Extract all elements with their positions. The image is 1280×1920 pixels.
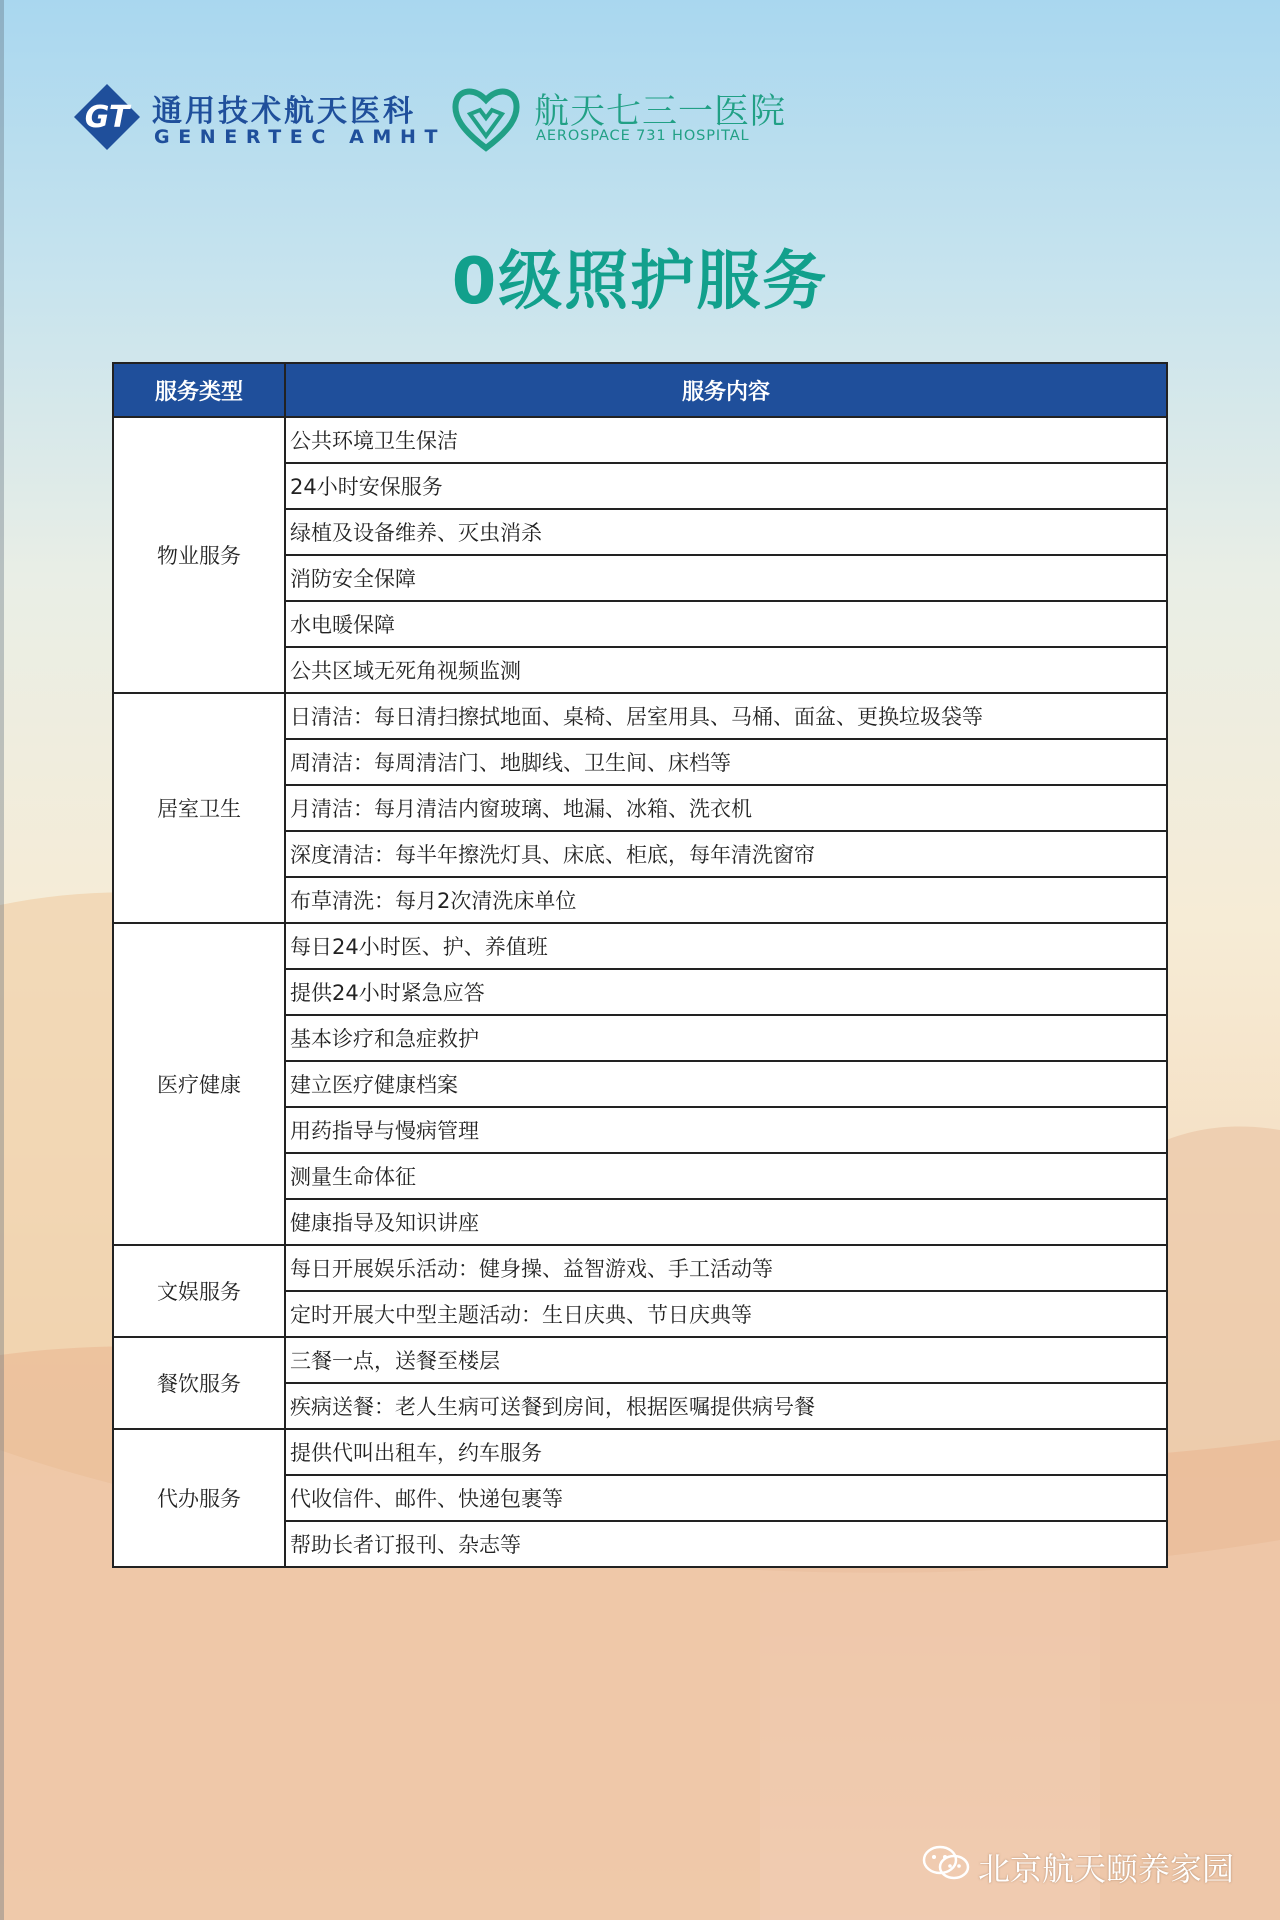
genertec-logo-icon: [72, 82, 142, 152]
service-item: 公共区域无死角视频监测: [285, 647, 1167, 693]
table-row: [113, 1337, 1167, 1383]
service-category: 居室卫生: [113, 693, 285, 923]
service-item: 月清洁：每月清洁内窗玻璃、地漏、冰箱、洗衣机: [285, 785, 1167, 831]
service-item: 用药指导与慢病管理: [285, 1107, 1167, 1153]
svg-text:GT: GT: [84, 100, 130, 135]
service-item: 测量生命体征: [285, 1153, 1167, 1199]
service-item: 三餐一点，送餐至楼层: [285, 1337, 1167, 1383]
service-item: 日清洁：每日清扫擦拭地面、桌椅、居室用具、马桶、面盆、更换垃圾袋等: [285, 693, 1167, 739]
wechat-icon: [922, 1844, 970, 1882]
service-item: 每日开展娱乐活动：健身操、益智游戏、手工活动等: [285, 1245, 1167, 1291]
service-category: 医疗健康: [113, 923, 285, 1245]
hospital-name-cn: 航天七三一医院: [534, 92, 787, 132]
table-row: [113, 923, 1167, 969]
service-item: 公共环境卫生保洁: [285, 417, 1167, 463]
watermark-text: 北京航天颐养家园: [978, 1850, 1235, 1888]
table-header-row: [113, 363, 1167, 417]
table-row: [113, 417, 1167, 463]
service-item: 健康指导及知识讲座: [285, 1199, 1167, 1245]
service-category: 物业服务: [113, 417, 285, 693]
service-category: 文娱服务: [113, 1245, 285, 1337]
hospital-logo: [450, 80, 790, 154]
service-category: 餐饮服务: [113, 1337, 285, 1429]
service-item: 疾病送餐：老人生病可送餐到房间，根据医嘱提供病号餐: [285, 1383, 1167, 1429]
table-row: [113, 1429, 1167, 1475]
genertec-name-en: GENERTEC AMHT: [154, 126, 447, 148]
service-item: 每日24小时医、护、养值班: [285, 923, 1167, 969]
page-title: 0级照护服务: [451, 245, 829, 319]
table-row: [113, 1245, 1167, 1291]
table-row: [113, 693, 1167, 739]
header-service-content: 服务内容: [285, 363, 1167, 417]
service-item: 消防安全保障: [285, 555, 1167, 601]
service-table: [112, 362, 1168, 1568]
genertec-name-cn: 通用技术航天医科: [152, 94, 416, 129]
service-item: 提供代叫出租车，约车服务: [285, 1429, 1167, 1475]
genertec-logo: [72, 80, 447, 154]
service-category: 代办服务: [113, 1429, 285, 1567]
hospital-name-en: AEROSPACE 731 HOSPITAL: [536, 128, 750, 144]
service-item: 深度清洁：每半年擦洗灯具、床底、柜底，每年清洗窗帘: [285, 831, 1167, 877]
service-item: 水电暖保障: [285, 601, 1167, 647]
service-item: 代收信件、邮件、快递包裹等: [285, 1475, 1167, 1521]
service-item: 24小时安保服务: [285, 463, 1167, 509]
service-item: 帮助长者订报刊、杂志等: [285, 1521, 1167, 1567]
service-item: 定时开展大中型主题活动：生日庆典、节日庆典等: [285, 1291, 1167, 1337]
service-item: 绿植及设备维养、灭虫消杀: [285, 509, 1167, 555]
service-item: 布草清洗：每月2次清洗床单位: [285, 877, 1167, 923]
service-item: 周清洁：每周清洁门、地脚线、卫生间、床档等: [285, 739, 1167, 785]
service-item: 建立医疗健康档案: [285, 1061, 1167, 1107]
hospital-heart-icon: [450, 84, 522, 152]
service-item: 提供24小时紧急应答: [285, 969, 1167, 1015]
header-service-type: 服务类型: [113, 363, 285, 417]
service-item: 基本诊疗和急症救护: [285, 1015, 1167, 1061]
